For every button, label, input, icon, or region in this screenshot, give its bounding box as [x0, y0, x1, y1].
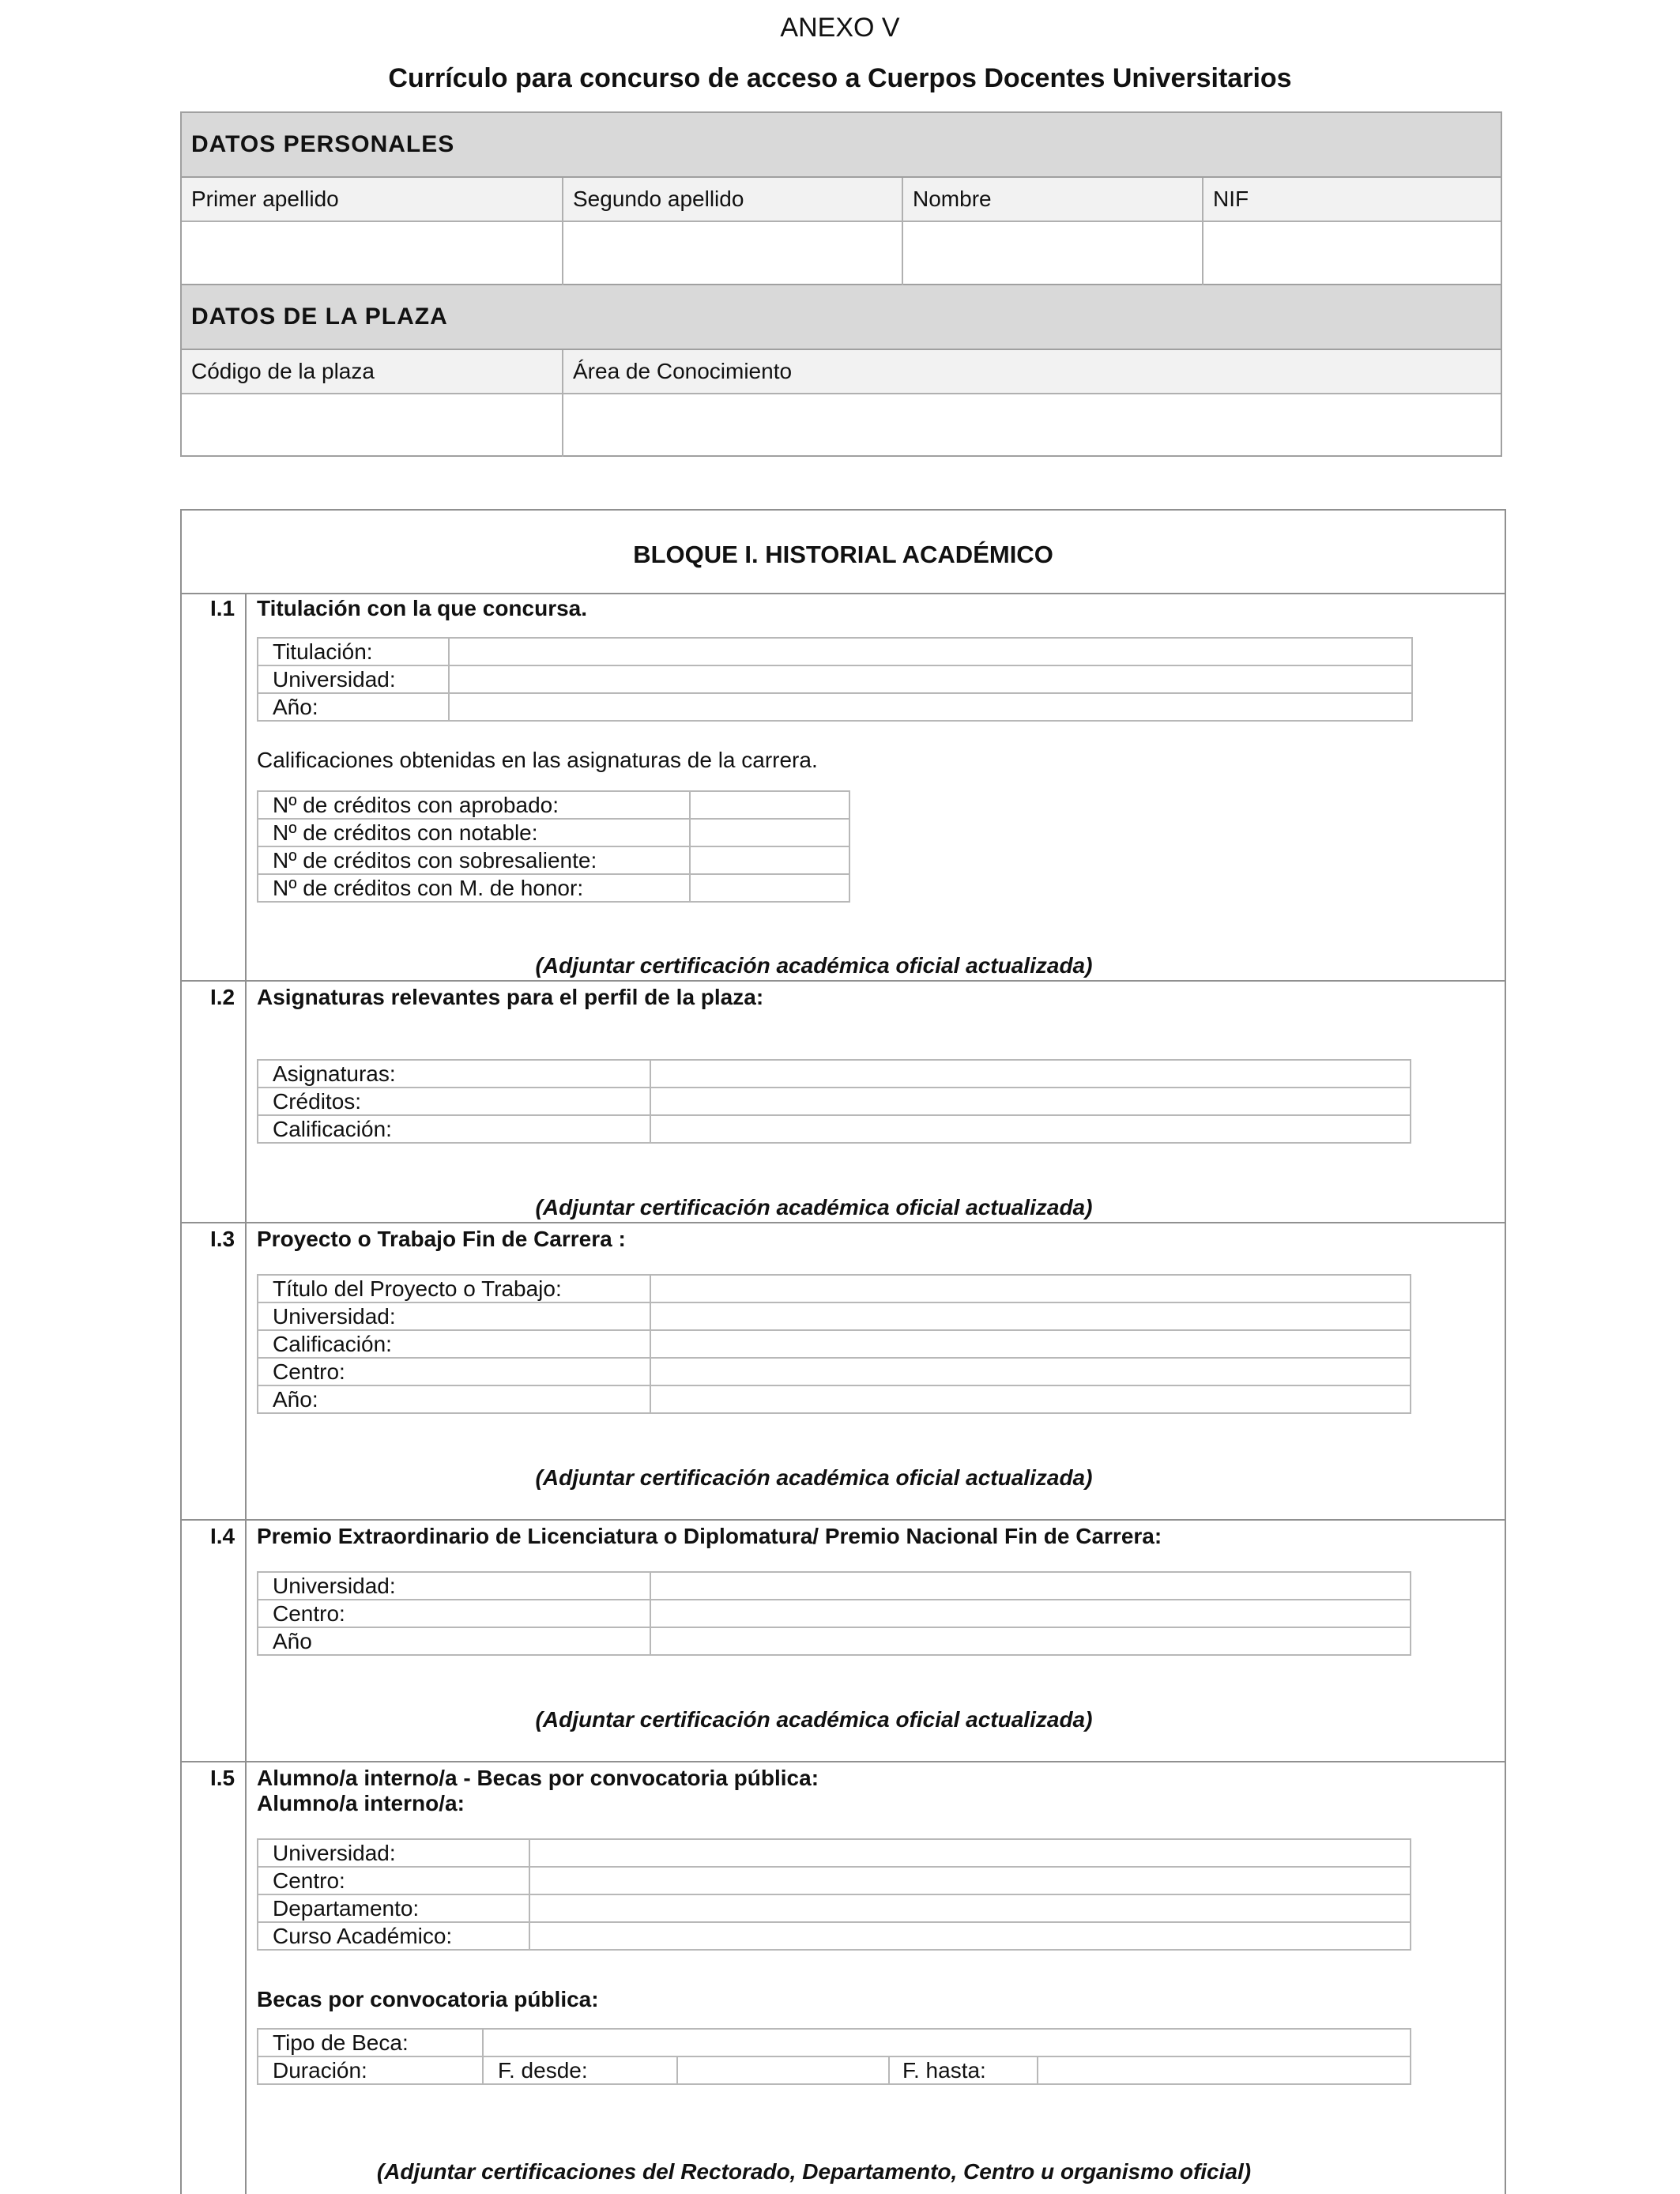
table-label: Calificación: — [273, 1117, 392, 1141]
table-label: Créditos: — [273, 1089, 362, 1114]
field-segundo-apellido[interactable] — [563, 222, 903, 284]
attachment-note: (Adjuntar certificación académica oficial actualizada) — [535, 1707, 1093, 1732]
attachment-note: (Adjuntar certificación académica oficial actualizada) — [535, 1195, 1093, 1220]
asignaturas-table — [257, 1059, 1411, 1144]
table-label: Calificación: — [273, 1332, 392, 1356]
table-label: Nº de créditos con notable: — [273, 820, 538, 845]
label-nif: NIF — [1213, 187, 1249, 211]
premio-table — [257, 1571, 1411, 1656]
plaza-labels-row — [182, 350, 1501, 394]
becas-table — [257, 2028, 1411, 2085]
label-segundo-apellido: Segundo apellido — [573, 187, 744, 211]
label-fecha-desde: F. desde: — [498, 2058, 588, 2083]
value-column[interactable] — [529, 1840, 530, 1949]
value-column[interactable] — [650, 1276, 651, 1412]
attachment-note: (Adjuntar certificaciones del Rectorado, Departamento, Centro u organismo oficial) — [376, 2159, 1252, 2184]
table-label: Universidad: — [273, 1304, 396, 1329]
table-label: Universidad: — [273, 667, 396, 692]
label-duracion: Duración: — [273, 2058, 367, 2083]
table-label: Centro: — [273, 1601, 345, 1626]
section-number: I.5 — [210, 1766, 235, 1790]
alumno-interno-table — [257, 1838, 1411, 1951]
field-area-conocimiento[interactable] — [563, 394, 1504, 457]
table-label: Centro: — [273, 1868, 345, 1893]
section-title: Alumno/a interno/a - Becas por convocatoria pública: — [257, 1766, 819, 1790]
personal-values-row — [182, 222, 1501, 285]
becas-title: Becas por convocatoria pública: — [257, 1987, 599, 2011]
table-label: Universidad: — [273, 1841, 396, 1865]
label-codigo-plaza: Código de la plaza — [191, 359, 375, 383]
titulacion-table — [257, 637, 1413, 722]
table-label: Centro: — [273, 1359, 345, 1384]
table-label: Nº de créditos con M. de honor: — [273, 876, 584, 900]
label-tipo-beca: Tipo de Beca: — [273, 2030, 409, 2055]
plaza-section-header: DATOS DE LA PLAZA — [182, 285, 1501, 350]
field-fecha-hasta[interactable] — [1037, 2057, 1038, 2085]
table-label: Universidad: — [273, 1574, 396, 1598]
attachment-note: (Adjuntar certificación académica oficial actualizada) — [535, 953, 1093, 978]
document-title: Currículo para concurso de acceso a Cuerpos Docentes Universitarios — [388, 63, 1292, 93]
attachment-note: (Adjuntar certificación académica oficial actualizada) — [535, 1465, 1093, 1490]
section-title: Premio Extraordinario de Licenciatura o Diplomatura/ Premio Nacional Fin de Carrera: — [257, 1524, 1162, 1548]
value-column[interactable] — [689, 792, 691, 901]
value-column[interactable] — [650, 1061, 651, 1142]
table-label: Título del Proyecto o Trabajo: — [273, 1276, 562, 1301]
section-subtitle: Alumno/a interno/a: — [257, 1791, 465, 1815]
field-fecha-desde[interactable] — [676, 2057, 678, 2085]
proyecto-table — [257, 1274, 1411, 1414]
table-label: Asignaturas: — [273, 1061, 396, 1086]
label-area-conocimiento: Área de Conocimiento — [573, 359, 793, 383]
table-label: Año — [273, 1629, 312, 1653]
section-number: I.1 — [210, 596, 235, 620]
label-fecha-hasta: F. hasta: — [902, 2058, 986, 2083]
creditos-table — [257, 790, 850, 903]
value-column[interactable] — [650, 1573, 651, 1654]
table-label: Año: — [273, 1387, 318, 1412]
field-nif[interactable] — [1203, 222, 1504, 284]
section-title: Proyecto o Trabajo Fin de Carrera : — [257, 1227, 626, 1251]
table-label: Curso Académico: — [273, 1924, 453, 1948]
table-label: Nº de créditos con sobresaliente: — [273, 848, 597, 873]
personal-labels-row — [182, 178, 1501, 222]
section-number: I.3 — [210, 1227, 235, 1251]
annex-title: ANEXO V — [780, 13, 900, 43]
table-label: Titulación: — [273, 639, 373, 664]
section-number: I.2 — [210, 985, 235, 1009]
field-primer-apellido[interactable] — [182, 222, 563, 284]
label-nombre: Nombre — [913, 187, 992, 211]
field-nombre[interactable] — [903, 222, 1203, 284]
section-title: Asignaturas relevantes para el perfil de la plaza: — [257, 985, 764, 1009]
bloque-title: BLOQUE I. HISTORIAL ACADÉMICO — [182, 511, 1505, 594]
field-codigo-plaza[interactable] — [182, 394, 563, 457]
calificaciones-text: Calificaciones obtenidas en las asignaturas de la carrera. — [257, 748, 818, 772]
field-tipo-beca[interactable] — [482, 2030, 484, 2056]
table-label: Departamento: — [273, 1896, 420, 1921]
personal-section-header: DATOS PERSONALES — [182, 113, 1501, 178]
table-label: Nº de créditos con aprobado: — [273, 793, 559, 817]
bloque-historial-academico — [180, 509, 1506, 2194]
section-title: Titulación con la que concursa. — [257, 596, 588, 620]
value-column[interactable] — [448, 639, 450, 720]
label-primer-apellido: Primer apellido — [191, 187, 339, 211]
plaza-values-row — [182, 394, 1501, 457]
section-number: I.4 — [210, 1524, 235, 1548]
table-label: Año: — [273, 695, 318, 719]
personal-data-table — [180, 111, 1502, 457]
